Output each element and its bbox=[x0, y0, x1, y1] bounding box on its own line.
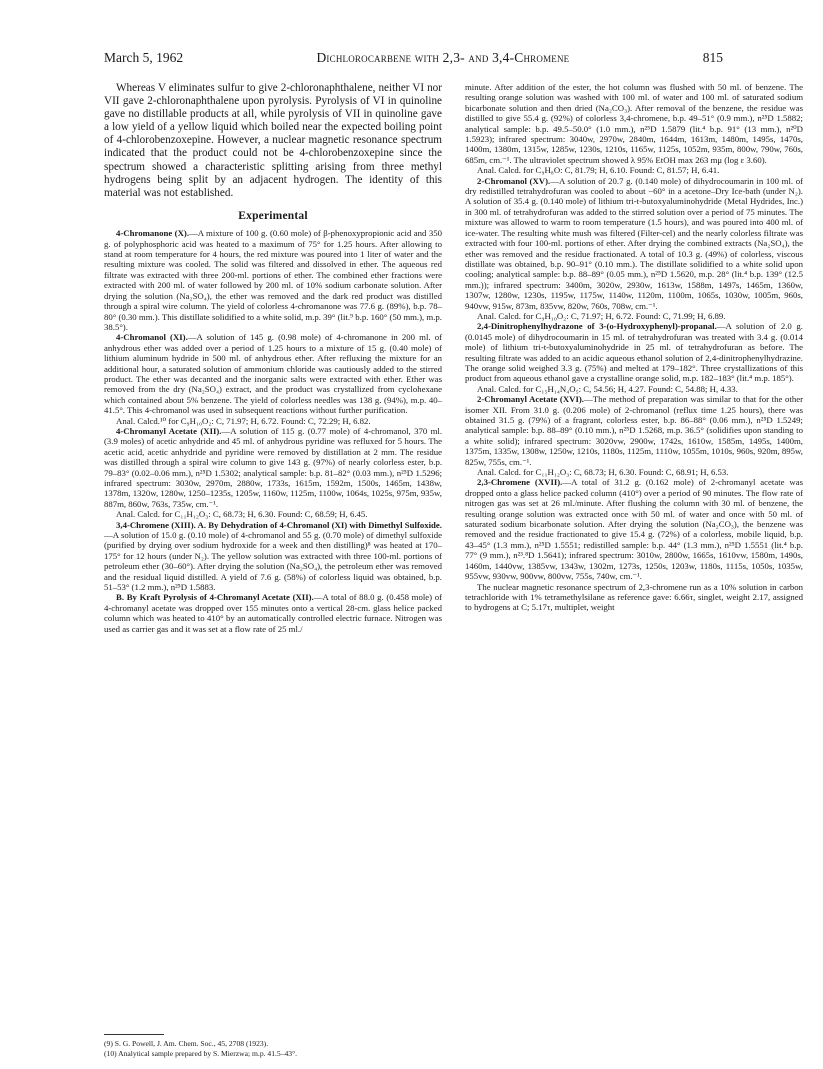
analysis-line: Anal. Calcd. for C₁₁H₁₂O₃: C, 68.73; H, 6.30. Found: C, 68.59; H, 6.45. bbox=[116, 509, 368, 520]
footnotes bbox=[104, 1034, 442, 1058]
compound-heading: 2,4-Dinitrophenylhydrazone of 3-(o-Hydroxyphenyl)-propanal. bbox=[477, 321, 717, 332]
paragraph-4-chromanone bbox=[104, 228, 442, 332]
paragraph-body: —A solution of 115 g. (0.77 mole) of 4-chromanol, 370 ml. (3.9 moles) of acetic anhydride and 45 ml. of anhydrous pyridine was refluxed for 5 hours. The acetic acid, acetic anhydride and pyridine were removed by distillation at 2 mm. The residue was distilled through a spiral wire column to give 143 g. (97%) of nearly colorless ester, b.p. 79–83° (0.02–0.06 mm.), n²⁵D 1.5302; analytical sample: b.p. 81–82° (0.03 mm.), n²⁵D 1.5296; infrared spectrum: 3030w, 2970m, 2880w, 1733s, 1615m, 1592m, 1500s, 1465m, 1438w, 1378m, 1320w, 1280w, 1250–1235s, 1205w, 1160w, 1125m, 1100w, 1064s, 1025s, 975m, 935w, 887m, 860w, 763s, 735w, cm.⁻¹. bbox=[104, 425, 443, 509]
paragraph-body: —The method of preparation was similar to that for the other isomer XII. From 31.0 g. (0.206 mole) of 2-chromanol (reflux time 1.25 hours), there was obtained 31.5 g. (79%) of a fragrant, colorless ester, b.p. 86–88° (0.06 mm.), n²⁵D 1.5249; analytical sample: b.p. 88–89° (0.10 mm.), n²⁵D 1.5268, m.p. 36.5° (solidifies upon standing to a white solid); infrared spectrum: 3020vw, 2900w, 1742s, 1610w, 1585m, 1495s, 1400m, 1375m, 1335w, 1308w, 1250w, 1210s, 1180s, 1125m, 1110w, 1055m, 1010s, 960s, 920m, 895w, 825w, 755s, cm.⁻¹. bbox=[465, 394, 803, 467]
paragraph-dnp-hydrazone bbox=[465, 321, 803, 383]
compound-heading: 2-Chromanol (XV). bbox=[477, 175, 551, 186]
intro-paragraph: Whereas V eliminates sulfur to give 2-chloronaphthalene, neither VI nor VII gave 2-chloronaphthalene upon pyrolysis. Pyrolysis of VI in quinoline gave no distillable products at all, while pyrolysis of VII in quinoline gave a low yield of a yellow liquid which boiled near the expected boiling point of 4-chlorobenzoxepine. However, a nuclear magnetic resonance spectrum indicated that the product could not be 4-chlorobenzoxepine since the spectrum showed a characteristic splitting arising from three methyl hydrogens being split by an adjacent hydrogen. The identity of this material was not established. bbox=[104, 82, 442, 199]
footnote-10: (10) Analytical sample prepared by S. Mierzwa; m.p. 41.5–43°. bbox=[104, 1048, 298, 1058]
running-header bbox=[104, 50, 723, 70]
paragraph-4-chromanol bbox=[104, 332, 442, 415]
paragraph-4-chromanyl-acetate bbox=[104, 426, 442, 509]
right-column bbox=[465, 82, 803, 613]
paragraph-2-3-chromene bbox=[465, 477, 803, 581]
paragraph-body: —A total of 31.2 g. (0.162 mole) of 2-chromanyl acetate was dropped onto a glass helice packed column (410°) over a period of 90 minutes. The flow rate of nitrogen gas was set at 26 ml./minute. After flushing the column with 30 ml. of benzene, the resulting orange solution was extracted once with 50 ml. of water and once with 50 ml. of saturated sodium bicarbonate solution. After drying the solution (Na₂CO₃), the benzene was removed and the residue fractionated to give 15.4 g. (72%) of a colorless, mobile liquid, b.p. 43–45° (1.3 mm.), n²⁵D 1.5551; redistilled sample: b.p. 44° (1.3 mm.), n²⁵D 1.5551 (lit.⁴ b.p. 77° (9 mm.), n²³.⁸D 1.5641); infrared spectrum: 3010w, 2800w, 1665s, 1610vw, 1580m, 1490s, 1460m, 1440vw, 1385vw, 1343w, 1302m, 1273s, 1250s, 1203w, 1180s, 1115s, 1050s, 1035w, 955vw, 930vw, 900vw, 800vw, 755s, 740w, cm.⁻¹. bbox=[465, 477, 803, 582]
footnote-rule bbox=[104, 1034, 164, 1035]
paragraph-body: —A total of 88.0 g. (0.458 mole) of 4-chromanyl acetate was dropped over 155 minutes onto a vertical 28-cm. glass helice packed column which was heated to 410° by an automatically controlled electric furnace. Nitrogen was used as carrier gas and it was set at a flow rate of 25 ml./ bbox=[104, 592, 442, 634]
paragraph-3-4-chromene-b bbox=[104, 592, 442, 634]
compound-heading: 3,4-Chromene (XIII). A. By Dehydration of 4-Chromanol (XI) with Dimethyl Sulfoxide. bbox=[116, 519, 442, 530]
analysis-line: Anal. Calcd. for C₉H₁₀O₂: C, 71.97; H, 6.72. Found: C, 71.99; H, 6.89. bbox=[477, 310, 726, 321]
paragraph-2-chromanol bbox=[465, 176, 803, 311]
left-column bbox=[104, 82, 442, 634]
section-heading: Experimental bbox=[238, 209, 308, 222]
paragraph-body: —A solution of 20.7 g. (0.140 mole) of dihydrocoumarin in 100 ml. of dry redistilled tetrahydrofuran was cooled to about −60° in a acetone–Dry Ice-bath (under N₂). A solution of 35.4 g. (0.140 mole) of lithium tri-t-butoxyaluminohydride (Metal Hydrides, Inc.) in 300 ml. of tetrahydrofuran was added to the stirred solution over a period of 75 minutes. The mixture was allowed to warm to room temperature (1.5 hours), and was poured into 400 ml. of ice-water. The resulting white mush was filtered (Filter-cel) and the nearly colorless filtrate was extracted with four 100-ml. portions of ether. After drying the combined extracts (Na₂SO₄), the ether was removed and the residue fractionated. A total of 10.3 g. (49%) of colorless, viscous distillate was obtained, b.p. 90–91° (0.10 mm.). The distillate solidified to a white solid upon cooling; analytical sample: b.p. 88–89° (0.05 mm.), n²⁵D 1.5620, m.p. 28° (lit.⁴ b.p. 139° (12.5 mm.)); infrared spectrum: 3400m, 3020w, 2930w, 1613w, 1588m, 1497s, 1465m, 1360w, 1307w, 1280w, 1230s, 1195w, 1175w, 1140w, 1120m, 1100m, 1065s, 1030w, 1005m, 960s, 940vw, 915w, 873m, 835vw, 820w, 760s, 708w, cm.⁻¹. bbox=[465, 175, 803, 311]
compound-heading: 2,3-Chromene (XVII). bbox=[477, 477, 563, 488]
paragraph-body: —A solution of 145 g. (0.98 mole) of 4-chromanone in 200 ml. of anhydrous ether was added over a period of 1.25 hours to a mixture of 15 g. (0.40 mole) of lithium aluminum hydride in 500 ml. of anhydrous ether. After refluxing the mixture for an additional hour, a saturated solution of ammonium chloride was cautiously added to the stirred product. The ether was decanted and the inorganic salts were extracted with ether. Ether was removed from the dry (Na₂SO₄) extract, and the product was crystallized from cyclohexane which contained about 5% benzene. The yield of colorless needles was 138 g. (94%), m.p. 40–41.5°. This 4-chromanol was used in subsequent reactions without further purification. bbox=[104, 332, 442, 416]
compound-heading: B. By Kraft Pyrolysis of 4-Chromanyl Acetate (XII). bbox=[116, 592, 314, 603]
analysis-line: Anal. Calcd.¹⁰ for C₉H₁₀O₂: C, 71.97; H, 6.72. Found: C, 72.29; H, 6.82. bbox=[116, 415, 371, 426]
paragraph-body: —A solution of 15.0 g. (0.10 mole) of 4-chromanol and 55 g. (0.70 mole) of dimethyl sulfoxide (purified by drying over sodium hydroxide for a week and then distilling)⁸ was heated at 170–175° for 12 hours (under N₂). The yellow solution was extracted with three 100-ml. portions of petroleum ether (30–60°). After drying the solution (Na₂SO₄), the petroleum ether was removed and the residual liquid distilled. A yield of 7.6 g. (58%) of colorless liquid was obtained, b.p. 51–53° (1.2 mm.), n²⁵D 1.5883. bbox=[104, 530, 442, 593]
analysis-line: Anal. Calcd. for C₁₅H₁₄N₄O₅: C, 54.56; H, 4.27. Found: C, 54.88; H, 4.33. bbox=[477, 383, 738, 394]
paragraph-continuation: minute. After addition of the ester, the hot column was flushed with 50 ml. of benzene. The resulting orange solution was washed with 100 ml. of water and 100 ml. of saturated sodium bicarbonate solution and then dried (Na₂CO₃). After removal of the benzene, the residue was distilled to give 55.4 g. (92%) of colorless 3,4-chromene, b.p. 49–51° (0.9 mm.), n²⁵D 1.5882; analytical sample: b.p. 49.5–50.0° (1.0 mm.), n²⁵D 1.5879 (lit.⁴ b.p. 91° (13 mm.), n²⁰D 1.5923); infrared spectrum: 3040w, 2970w, 2840m, 1644m, 1613m, 1480m, 1495s, 1470s, 1400m, 1380m, 1315w, 1285w, 1230s, 1210s, 1165w, 1125s, 1052m, 935m, 800w, 790w, 760s, 685m, cm.⁻¹. The ultraviolet spectrum showed λ 95% EtOH max 263 mμ (log ε 3.60). bbox=[465, 82, 803, 165]
compound-heading: 2-Chromanyl Acetate (XVI). bbox=[477, 394, 584, 405]
header-page-number: 815 bbox=[702, 50, 723, 65]
paragraph-nmr: The nuclear magnetic resonance spectrum of 2,3-chromene run as a 10% solution in carbon tetrachloride with 1% tetramethylsilane as reference gave: 6.66τ, singlet, weight 2.17, assigned to hydrogens at C; 5.17τ, multiplet, weight bbox=[465, 581, 803, 613]
footnote-9: (9) S. G. Powell, J. Am. Chem. Soc., 45, 2708 (1923). bbox=[104, 1039, 269, 1048]
header-date: March 5, 1962 bbox=[104, 50, 184, 65]
compound-heading: 4-Chromanone (X). bbox=[116, 228, 190, 239]
compound-heading: 4-Chromanyl Acetate (XII). bbox=[116, 425, 222, 436]
paragraph-body: —A solution of 2.0 g. (0.0145 mole) of dihydrocoumarin in 15 ml. of tetrahydrofuran was treated with 3.4 g. (0.014 mole) of lithium tri-t-butoxyaluminohydride in 25 ml. of tetrahydrofuran as before. The resulting filtrate was added to an acidic aqueous ethanol solution of 2,4-dinitrophenylhydrazine. The orange solid weighed 3.3 g. (75%) and melted at 179–182°. Three crystallizations of this product from aqueous ethanol gave a crystalline orange solid, m.p. 182–183° (lit.⁴ m.p. 185°). bbox=[465, 321, 803, 384]
analysis-line: Anal. Calcd. for C₉H₈O: C, 81.79; H, 6.10. Found: C, 81.57; H, 6.41. bbox=[477, 165, 720, 176]
analysis-line: Anal. Calcd. for C₁₁H₁₂O₃: C, 68.73; H, 6.30. Found: C, 68.91; H, 6.53. bbox=[477, 467, 729, 478]
paragraph-body: —A mixture of 100 g. (0.60 mole) of β-phenoxypropionic acid and 350 g. of polyphosphoric acid was heated to a maximum of 75° for 1.25 hours. After allowing to stand at room temperature for 4 hours, the red mixture was poured into 1 liter of water and the resulting mixture was cooled. The solid was filtered and dissolved in ether. The aqueous red filtrate was extracted with three 200-ml. portions of ether. The combined ether fractions were extracted with 200 ml. of water followed by 200 ml. of 10% sodium carbonate solution. After drying the solution (Na₂SO₄), the ether was removed and the dark red product was distilled through a spiral wire column. The yield of colorless 4-chromanone was 77.6 g. (89%), b.p. 78–80° (0.30 mm.). This distillate solidified to a white solid, m.p. 39° (lit.⁹ b.p. 160° (50 mm.), m.p. 38.5°). bbox=[104, 228, 442, 332]
header-title: Dichlorocarbene with 2,3- and 3,4-Chromene bbox=[316, 50, 570, 65]
compound-heading: 4-Chromanol (XI). bbox=[116, 332, 188, 343]
paragraph-3-4-chromene-a bbox=[104, 520, 442, 593]
paragraph-2-chromanyl-acetate bbox=[465, 394, 803, 467]
